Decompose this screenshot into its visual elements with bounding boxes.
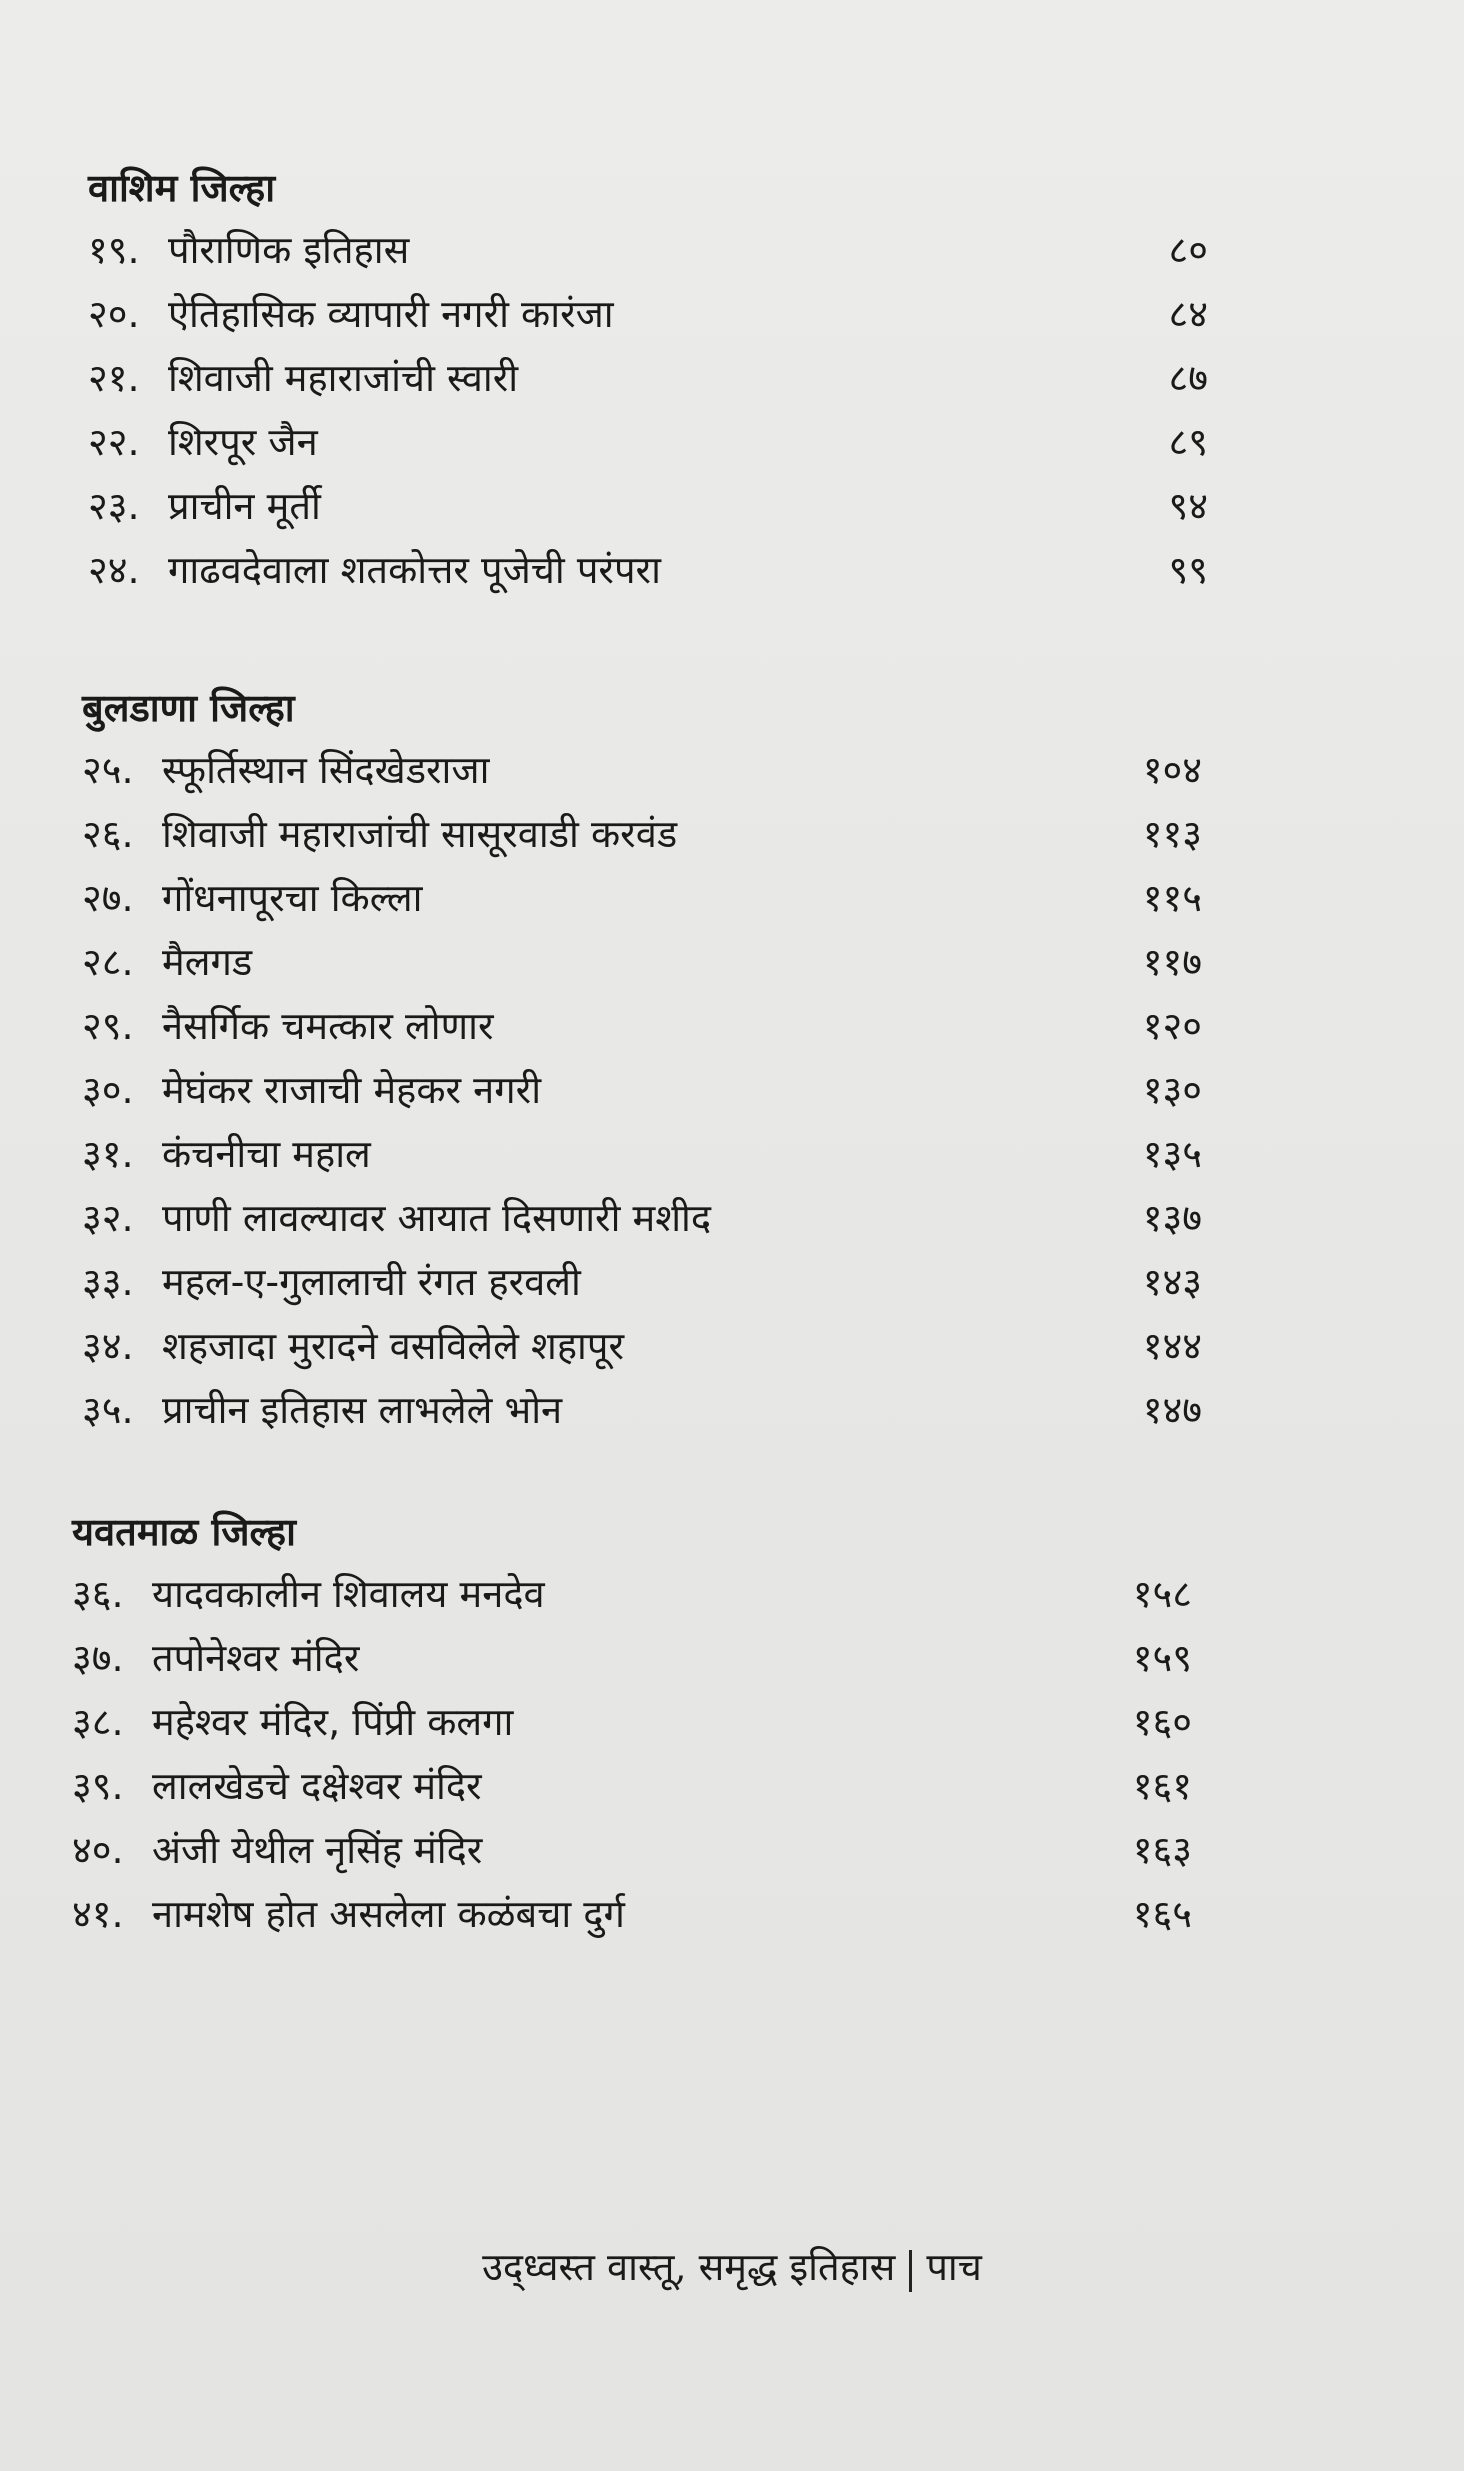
- entry-page: १६१: [1132, 1764, 1192, 1808]
- entry-number: ३९.: [72, 1764, 124, 1808]
- entry-page: १०४: [1142, 748, 1202, 792]
- entry-title: अंजी येथील नृसिंह मंदिर: [152, 1828, 483, 1872]
- entry-number: ४०.: [72, 1828, 124, 1872]
- entry-title: शिवाजी महाराजांची सासूरवाडी करवंड: [162, 812, 678, 856]
- entry-page: ८९: [1168, 420, 1208, 464]
- section-washim: [88, 162, 1208, 602]
- toc-entry: [72, 1754, 1192, 1818]
- page-footer: [0, 2240, 1464, 2292]
- toc-entry: [88, 282, 1208, 346]
- entry-number: ३६.: [72, 1572, 124, 1616]
- entry-title: शिरपूर जैन: [168, 420, 318, 464]
- entry-title: कंचनीचा महाल: [162, 1132, 371, 1176]
- entry-title: ऐतिहासिक व्यापारी नगरी कारंजा: [168, 292, 614, 336]
- entry-number: २३.: [88, 484, 140, 528]
- entry-page: १३५: [1142, 1132, 1202, 1176]
- toc-entry: [82, 1122, 1202, 1186]
- entry-title: स्फूर्तिस्थान सिंदखेडराजा: [162, 748, 490, 792]
- entry-title: प्राचीन इतिहास लाभलेले भोन: [162, 1388, 563, 1432]
- toc-entry: [82, 1378, 1202, 1442]
- entry-page: १६३: [1132, 1828, 1192, 1872]
- entry-page: १३७: [1142, 1196, 1202, 1240]
- toc-entry: [82, 1250, 1202, 1314]
- entry-number: ३४.: [82, 1324, 134, 1368]
- entry-number: २५.: [82, 748, 134, 792]
- entry-page: १२०: [1142, 1004, 1202, 1048]
- entry-title: नैसर्गिक चमत्कार लोणार: [162, 1004, 494, 1048]
- toc-entry: [82, 1186, 1202, 1250]
- entry-page: ११५: [1142, 876, 1202, 920]
- entry-number: २६.: [82, 812, 134, 856]
- entry-title: नामशेष होत असलेला कळंबचा दुर्ग: [152, 1892, 625, 1936]
- entry-number: २०.: [88, 292, 140, 336]
- section-title: यवतमाळ जिल्हा: [72, 1510, 296, 1554]
- toc-entry: [82, 1314, 1202, 1378]
- section-buldana: [82, 682, 1202, 1442]
- section-title: वाशिम जिल्हा: [88, 166, 276, 210]
- entry-number: ३२.: [82, 1196, 134, 1240]
- entry-page: १५८: [1132, 1572, 1192, 1616]
- entry-title: शहजादा मुरादने वसविलेले शहापूर: [162, 1324, 624, 1368]
- toc-entry: [88, 346, 1208, 410]
- toc-entry: [72, 1818, 1192, 1882]
- toc-entry: [88, 474, 1208, 538]
- entry-page: ८७: [1168, 356, 1208, 400]
- book-title: उद्‌ध्वस्त वास्तू, समृद्ध इतिहास: [482, 2245, 896, 2289]
- entry-page: ११३: [1142, 812, 1202, 856]
- toc-entry: [72, 1882, 1192, 1946]
- entry-page: १५९: [1132, 1636, 1192, 1680]
- entry-number: ३०.: [82, 1068, 134, 1112]
- section-yavatmal: [72, 1506, 1192, 1946]
- entry-number: २८.: [82, 940, 134, 984]
- entry-page: ८४: [1168, 292, 1208, 336]
- entry-page: १३०: [1142, 1068, 1202, 1112]
- entry-number: २७.: [82, 876, 134, 920]
- entry-title: मैलगड: [162, 940, 253, 984]
- entry-page: ११७: [1142, 940, 1202, 984]
- entry-number: १९.: [88, 228, 140, 272]
- entry-number: ३७.: [72, 1636, 124, 1680]
- entry-title: गाढवदेवाला शतकोत्तर पूजेची परंपरा: [168, 548, 661, 592]
- entry-title: गोंधनापूरचा किल्ला: [162, 876, 423, 920]
- toc-entry: [88, 410, 1208, 474]
- entry-number: ३१.: [82, 1132, 134, 1176]
- entry-title: यादवकालीन शिवालय मनदेव: [152, 1572, 545, 1616]
- entry-number: ३८.: [72, 1700, 124, 1744]
- entry-page: १६०: [1132, 1700, 1192, 1744]
- toc-entry: [82, 802, 1202, 866]
- entry-title: शिवाजी महाराजांची स्वारी: [168, 356, 519, 400]
- toc-entry: [72, 1690, 1192, 1754]
- section-title: बुलडाणा जिल्हा: [82, 686, 295, 730]
- toc-entry: [82, 994, 1202, 1058]
- entry-number: २९.: [82, 1004, 134, 1048]
- entry-number: २१.: [88, 356, 140, 400]
- entry-number: २२.: [88, 420, 140, 464]
- toc-entry: [72, 1562, 1192, 1626]
- entry-title: लालखेडचे दक्षेश्वर मंदिर: [152, 1764, 482, 1808]
- entry-number: ३५.: [82, 1388, 134, 1432]
- entry-title: मेघंकर राजाची मेहकर नगरी: [162, 1068, 542, 1112]
- toc-entry: [82, 930, 1202, 994]
- page-label: पाच: [926, 2245, 982, 2289]
- entry-title: प्राचीन मूर्ती: [168, 484, 321, 528]
- entry-page: ९९: [1168, 548, 1208, 592]
- entry-title: पाणी लावल्यावर आयात दिसणारी मशीद: [162, 1196, 712, 1240]
- entry-page: १६५: [1132, 1892, 1192, 1936]
- entry-title: तपोनेश्वर मंदिर: [152, 1636, 360, 1680]
- entry-page: १४३: [1142, 1260, 1202, 1304]
- entry-number: २४.: [88, 548, 140, 592]
- entry-title: महेश्वर मंदिर, पिंप्री कलगा: [152, 1700, 514, 1744]
- entry-page: ९४: [1168, 484, 1208, 528]
- entry-title: पौराणिक इतिहास: [168, 228, 410, 272]
- toc-entry: [88, 218, 1208, 282]
- entry-title: महल-ए-गुलालाची रंगत हरवली: [162, 1260, 581, 1304]
- entry-number: ४१.: [72, 1892, 124, 1936]
- toc-entry: [88, 538, 1208, 602]
- toc-entry: [72, 1626, 1192, 1690]
- toc-entry: [82, 1058, 1202, 1122]
- entry-number: ३३.: [82, 1260, 134, 1304]
- footer-separator: [909, 2250, 912, 2292]
- entry-page: १४४: [1142, 1324, 1202, 1368]
- entry-page: १४७: [1142, 1388, 1202, 1432]
- toc-entry: [82, 866, 1202, 930]
- entry-page: ८०: [1168, 228, 1208, 272]
- toc-entry: [82, 738, 1202, 802]
